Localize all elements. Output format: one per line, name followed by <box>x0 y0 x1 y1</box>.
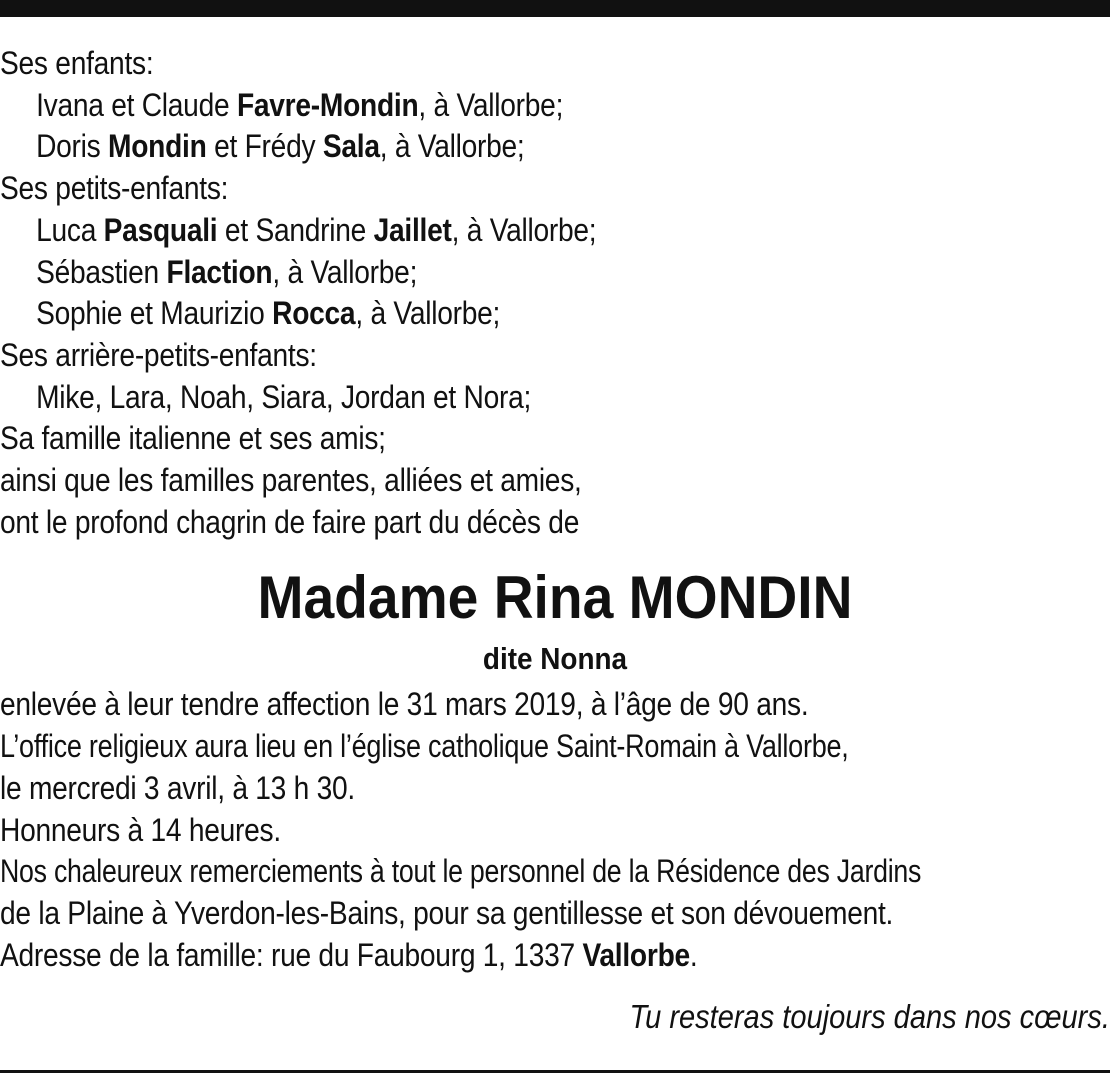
grandchild-1-partner-surname: Jaillet <box>373 211 452 248</box>
closing-phrase: Tu resteras toujours dans nos cœurs. <box>629 998 1110 1035</box>
grandchild-3-surname: Rocca <box>272 295 356 332</box>
child-1-firstnames: Ivana et Claude <box>36 86 237 123</box>
body-line-2: L’office religieux aura lieu en l’église catholique Saint-Romain à Vallorbe, <box>0 728 849 765</box>
body-line-3: le mercredi 3 avril, à 13 h 30. <box>0 769 355 806</box>
announcement-line: ont le profond chagrin de faire part du décès de <box>0 503 580 540</box>
body-line-1: enlevée à leur tendre affection le 31 mars 2019, à l’âge de 90 ans. <box>0 686 809 723</box>
grandchild-3-firstnames: Sophie et Maurizio <box>36 295 273 332</box>
obituary-text <box>0 43 1110 976</box>
grandchild-1-firstname: Luca <box>36 211 104 248</box>
address-town: Vallorbe <box>582 936 690 973</box>
child-2-firstname: Doris <box>36 128 109 165</box>
child-2-partner-firstname: et Frédy <box>206 128 323 165</box>
grandchild-1-partner-firstname: et Sandrine <box>217 211 374 248</box>
address-text: Adresse de la famille: rue du Faubourg 1, 1337 <box>0 936 583 973</box>
grandchild-2-surname: Flaction <box>166 253 273 290</box>
deceased-nickname: dite Nonna <box>482 641 628 677</box>
bottom-rule <box>0 1070 1110 1073</box>
child-line-1 <box>0 85 977 127</box>
grandchild-2-firstname: Sébastien <box>36 253 167 290</box>
grandchild-3-place: , à Vallorbe; <box>355 295 501 332</box>
grandchild-1-place: , à Vallorbe; <box>451 211 597 248</box>
heading-great-grandchildren: Ses arrière-petits-enfants: <box>0 336 317 373</box>
related-families-line: ainsi que les familles parentes, alliées et amies, <box>0 462 582 499</box>
grandchild-line-3 <box>0 293 977 335</box>
heading-grandchildren: Ses petits-enfants: <box>0 170 229 207</box>
child-2-partner-surname: Sala <box>322 128 380 165</box>
address-period: . <box>689 936 698 973</box>
child-1-place: , à Vallorbe; <box>418 86 564 123</box>
great-grandchildren-line: Mike, Lara, Noah, Siara, Jordan et Nora; <box>36 378 532 415</box>
child-1-surname: Favre-Mondin <box>236 86 419 123</box>
heading-children: Ses enfants: <box>0 45 154 81</box>
child-2-surname: Mondin <box>108 128 207 165</box>
grandchild-1-surname: Pasquali <box>103 211 218 248</box>
body-line-5: Nos chaleureux remerciements à tout le personnel de la Résidence des Jardins <box>0 853 922 890</box>
italian-family-line: Sa famille italienne et ses amis; <box>0 420 386 457</box>
body-line-4: Honneurs à 14 heures. <box>0 811 281 848</box>
body-line-6: de la Plaine à Yverdon-les-Bains, pour sa gentillesse et son dévouement. <box>0 894 894 931</box>
deceased-name: Madame Rina MONDIN <box>257 564 853 632</box>
child-2-place: , à Vallorbe; <box>379 128 525 165</box>
address-line <box>0 935 977 977</box>
grandchild-line-2 <box>0 252 977 294</box>
grandchild-2-place: , à Vallorbe; <box>272 253 418 290</box>
top-rule <box>0 0 1110 17</box>
grandchild-line-1 <box>0 210 977 252</box>
child-line-2 <box>0 126 977 168</box>
